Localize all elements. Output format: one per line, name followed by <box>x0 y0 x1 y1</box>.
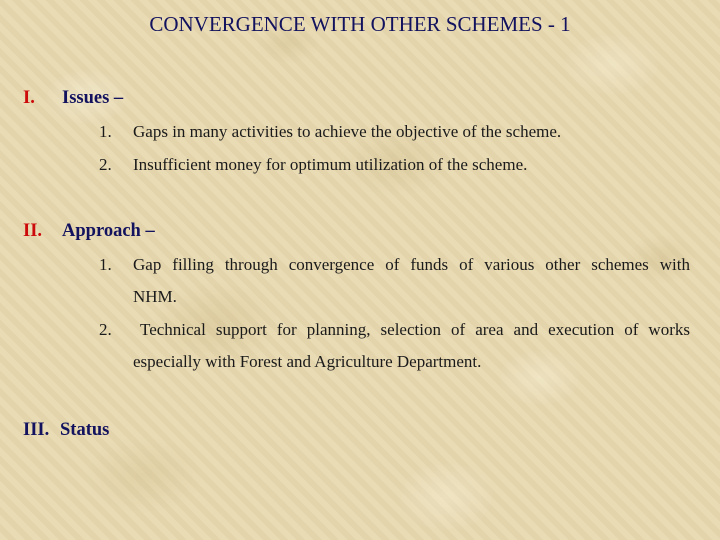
section-1-item-1-number: 1. <box>99 122 112 141</box>
section-1-label: Issues – <box>62 88 124 108</box>
section-2-label: Approach – <box>62 221 155 241</box>
section-2-number: II. <box>23 221 43 241</box>
section-1-number: I. <box>23 88 35 108</box>
section-2-item-2-number: 2. <box>99 320 112 339</box>
section-3-label: Status <box>60 420 110 440</box>
section-1-item-1-text: Gaps in many activities to achieve the objective of the scheme. <box>133 122 562 141</box>
section-2-item-1-text-line-1: Gap filling through convergence of funds of various other schemes with <box>133 255 690 274</box>
section-2-item-2-text-line-1: Technical support for planning, selection of area and execution of works <box>140 320 690 339</box>
section-3-number: III. <box>23 420 50 440</box>
section-2-item-1-text-line-2: NHM. <box>133 287 177 306</box>
section-1-item-2-number: 2. <box>99 155 112 174</box>
section-2-item-2-text-line-2: especially with Forest and Agriculture Department. <box>133 352 482 371</box>
section-2-item-1-number: 1. <box>99 255 112 274</box>
slide-title: CONVERGENCE WITH OTHER SCHEMES - 1 <box>149 12 571 36</box>
section-1-item-2-text: Insufficient money for optimum utilization of the scheme. <box>133 155 528 174</box>
